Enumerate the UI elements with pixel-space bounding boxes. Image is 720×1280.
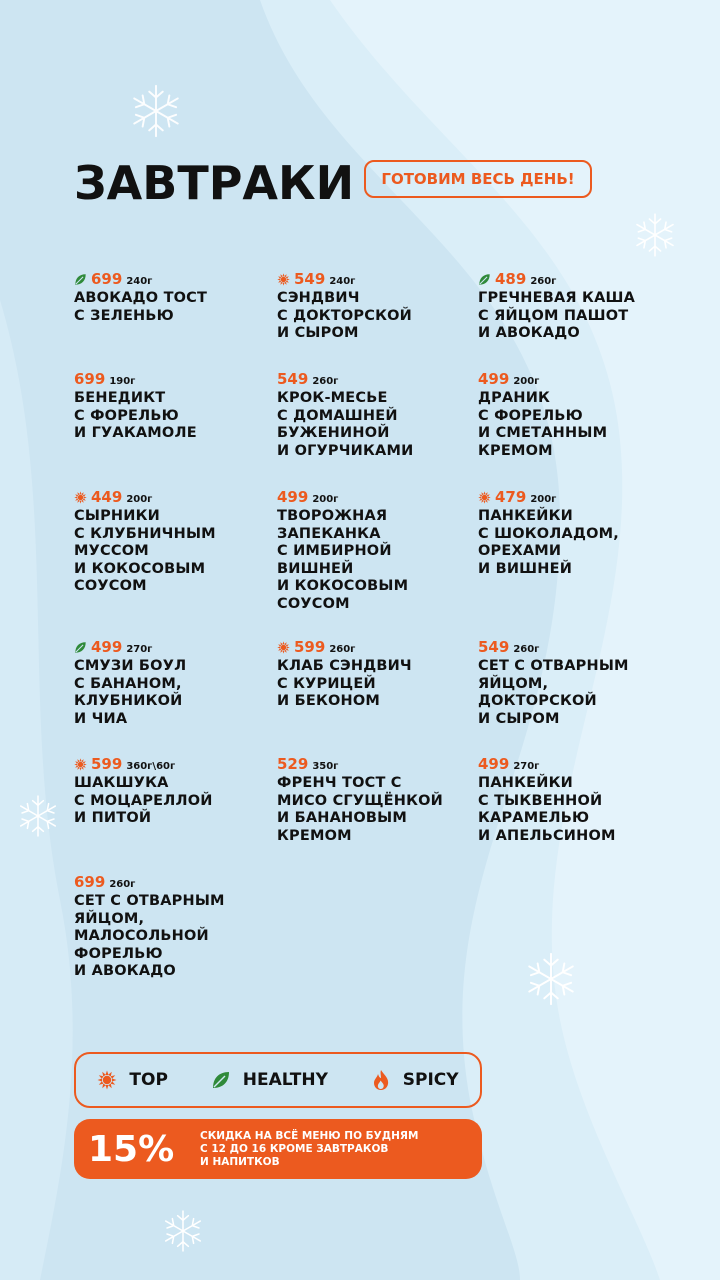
item-name [74, 658, 269, 728]
item-name-line: С ФОРЕЛЬЮ [74, 407, 179, 424]
item-name [478, 658, 673, 728]
item-name-line: КРЕМОМ [478, 442, 553, 459]
item-name-line: С ДОМАШНЕЙ [277, 407, 398, 424]
price-row [478, 370, 673, 388]
item-name [277, 508, 472, 614]
item-name-line: ПАНКЕЙКИ [478, 775, 573, 791]
item-name-line: ТВОРОЖНАЯ [277, 508, 388, 524]
item-name-line: И АВОКАДО [478, 325, 580, 342]
price-row [74, 488, 269, 506]
sun-icon [277, 641, 290, 654]
item-name-line: ДОКТОРСКОЙ [478, 693, 597, 710]
price-row [277, 488, 472, 506]
item-name-line: АВОКАДО ТОСТ [74, 290, 208, 306]
item-weight: 350г [312, 761, 339, 772]
item-name [74, 508, 269, 596]
price-row [74, 270, 269, 288]
item-name-line: МУССОМ [74, 543, 149, 560]
item-weight: 240г [126, 276, 153, 287]
price-row [277, 755, 472, 773]
snowflake-icon [15, 793, 61, 839]
item-name-line: СЫРНИКИ [74, 508, 160, 524]
item-name-line: МИСО СГУЩЁНКОЙ [277, 792, 444, 809]
item-name-line: ЗАПЕКАНКА [277, 525, 381, 542]
item-name-line: ФРЕНЧ ТОСТ С [277, 775, 402, 791]
price-row [74, 638, 269, 656]
item-name-line: КРЕМОМ [277, 827, 352, 844]
menu-item [277, 638, 472, 711]
sun-icon [97, 1070, 117, 1090]
item-name-line: СОУСОМ [74, 578, 147, 595]
item-weight: 200г [312, 494, 339, 505]
legend-label: HEALTHY [242, 1070, 328, 1090]
item-name-line: И КОКОСОВЫМ [74, 560, 206, 577]
item-name [74, 775, 269, 828]
item-price: 449 [91, 488, 123, 506]
item-name-line: КЛУБНИКОЙ [74, 693, 183, 710]
item-name-line: И ЧИА [74, 710, 128, 727]
item-name-line: СЭНДВИЧ [277, 290, 360, 306]
item-name-line: ОРЕХАМИ [478, 543, 562, 560]
menu-item [277, 755, 472, 845]
promo-banner [74, 1119, 482, 1179]
item-name-line: И АВОКАДО [74, 963, 176, 980]
item-name-line: С ЯЙЦОМ ПАШОТ [478, 307, 629, 324]
item-name-line: С ШОКОЛАДОМ, [478, 525, 619, 542]
item-name-line: КРОК-МЕСЬЕ [277, 390, 388, 406]
leaf-icon [478, 273, 491, 286]
menu-item [478, 370, 673, 460]
price-row [277, 370, 472, 388]
item-name-line: ПАНКЕЙКИ [478, 508, 573, 524]
price-row [478, 488, 673, 506]
item-name [277, 390, 472, 460]
snowflake-icon [522, 950, 580, 1008]
menu-item [74, 370, 269, 443]
menu-item [74, 873, 269, 981]
menu-item [478, 270, 673, 343]
item-name-line: ДРАНИК [478, 390, 551, 406]
menu-item [74, 638, 269, 728]
item-price: 499 [478, 370, 510, 388]
price-row [74, 370, 269, 388]
item-name-line: И КОКОСОВЫМ [277, 578, 409, 595]
item-weight: 270г [126, 644, 153, 655]
item-weight: 360г\60г [126, 761, 176, 772]
legend [74, 1052, 482, 1108]
item-price: 489 [495, 270, 527, 288]
item-name-line: И БАНАНОВЫМ [277, 810, 407, 827]
item-price: 529 [277, 755, 309, 773]
item-price: 549 [277, 370, 309, 388]
price-row [478, 755, 673, 773]
item-price: 499 [478, 755, 510, 773]
item-price: 479 [495, 488, 527, 506]
leaf-icon [211, 1070, 231, 1090]
item-name [74, 390, 269, 443]
item-weight: 200г [530, 494, 557, 505]
item-name-line: С БАНАНОМ, [74, 675, 182, 692]
item-name-line: БЕНЕДИКТ [74, 390, 166, 406]
item-name [478, 390, 673, 460]
item-weight: 190г [109, 376, 136, 387]
menu-item [478, 488, 673, 578]
item-price: 699 [74, 873, 106, 891]
menu-item [277, 488, 472, 614]
item-name-line: ФОРЕЛЬЮ [74, 945, 163, 962]
item-weight: 260г [329, 644, 356, 655]
item-price: 549 [478, 638, 510, 656]
promo-text [200, 1130, 470, 1169]
snowflake-icon [127, 82, 185, 140]
item-weight: 260г [312, 376, 339, 387]
item-name-line: БУЖЕНИНОЙ [277, 425, 390, 442]
sun-icon [74, 491, 87, 504]
item-weight: 270г [513, 761, 540, 772]
item-price: 549 [294, 270, 326, 288]
price-row [478, 270, 673, 288]
item-weight: 240г [329, 276, 356, 287]
legend-item-spicy [371, 1069, 459, 1091]
price-row [478, 638, 673, 656]
item-name [277, 658, 472, 711]
item-name [74, 290, 269, 325]
item-name-line: СОУСОМ [277, 595, 350, 612]
item-name [478, 290, 673, 343]
snowflake-icon [160, 1208, 206, 1254]
price-row [277, 638, 472, 656]
item-price: 499 [91, 638, 123, 656]
item-name-line: КЛАБ СЭНДВИЧ [277, 658, 412, 674]
menu-item [74, 755, 269, 828]
item-name-line: С ФОРЕЛЬЮ [478, 407, 583, 424]
item-name-line: СМУЗИ БОУЛ [74, 658, 187, 674]
item-weight: 260г [513, 644, 540, 655]
promo-line: СКИДКА НА ВСЁ МЕНЮ ПО БУДНЯМ [200, 1129, 419, 1142]
all-day-badge: ГОТОВИМ ВЕСЬ ДЕНЬ! [364, 160, 592, 198]
menu-item [277, 370, 472, 460]
price-row [74, 755, 269, 773]
item-name-line: ШАКШУКА [74, 775, 169, 791]
item-name-line: ГРЕЧНЕВАЯ КАША [478, 290, 636, 306]
price-row [277, 270, 472, 288]
item-name-line: И ВИШНЕЙ [478, 560, 573, 577]
item-name-line: С ИМБИРНОЙ [277, 543, 392, 560]
menu-item [74, 488, 269, 596]
item-name-line: С КЛУБНИЧНЫМ [74, 525, 216, 542]
item-weight: 200г [513, 376, 540, 387]
item-price: 599 [294, 638, 326, 656]
item-name-line: С ЗЕЛЕНЬЮ [74, 307, 174, 324]
sun-icon [277, 273, 290, 286]
item-name-line: КАРАМЕЛЬЮ [478, 810, 590, 827]
item-name-line: ЯЙЦОМ, [478, 675, 549, 692]
item-name-line: СЕТ С ОТВАРНЫМ [478, 658, 629, 674]
item-name [277, 775, 472, 845]
item-name-line: И ПИТОЙ [74, 810, 152, 827]
promo-percent: 15% [88, 1128, 175, 1170]
menu-item [478, 755, 673, 845]
menu-item [478, 638, 673, 728]
item-weight: 260г [530, 276, 557, 287]
item-name-line: ВИШНЕЙ [277, 560, 354, 577]
item-name-line: СЕТ С ОТВАРНЫМ [74, 893, 225, 909]
legend-label: SPICY [402, 1070, 459, 1090]
item-name-line: ЯЙЦОМ, [74, 910, 145, 927]
item-weight: 200г [126, 494, 153, 505]
item-price: 699 [74, 370, 106, 388]
menu-item [277, 270, 472, 343]
legend-label: TOP [129, 1070, 168, 1090]
item-name-line: С МОЦАРЕЛЛОЙ [74, 792, 213, 809]
promo-line: С 12 ДО 16 КРОМЕ ЗАВТРАКОВ [200, 1142, 389, 1155]
item-name [478, 508, 673, 578]
item-name-line: И СЫРОМ [478, 710, 560, 727]
item-name-line: МАЛОСОЛЬНОЙ [74, 928, 209, 945]
item-price: 599 [91, 755, 123, 773]
item-name [478, 775, 673, 845]
price-row [74, 873, 269, 891]
promo-line: И НАПИТКОВ [200, 1155, 280, 1168]
snowflake-icon [631, 211, 679, 259]
leaf-icon [74, 641, 87, 654]
sun-icon [478, 491, 491, 504]
item-name-line: И СМЕТАННЫМ [478, 425, 608, 442]
item-name-line: И АПЕЛЬСИНОМ [478, 827, 616, 844]
item-name-line: С КУРИЦЕЙ [277, 675, 376, 692]
legend-item-healthy [211, 1070, 328, 1090]
menu-item [74, 270, 269, 325]
sun-icon [74, 758, 87, 771]
legend-item-top [97, 1070, 168, 1090]
item-price: 699 [91, 270, 123, 288]
page-title: ЗАВТРАКИ [74, 156, 355, 210]
item-price: 499 [277, 488, 309, 506]
item-name [74, 893, 269, 981]
item-name-line: И ГУАКАМОЛЕ [74, 425, 197, 442]
item-name-line: И БЕКОНОМ [277, 693, 381, 710]
item-name-line: И ОГУРЧИКАМИ [277, 442, 414, 459]
flame-icon [371, 1069, 391, 1091]
item-name-line: И СЫРОМ [277, 325, 359, 342]
item-name-line: С ТЫКВЕННОЙ [478, 792, 603, 809]
leaf-icon [74, 273, 87, 286]
item-weight: 260г [109, 879, 136, 890]
item-name-line: С ДОКТОРСКОЙ [277, 307, 412, 324]
item-name [277, 290, 472, 343]
